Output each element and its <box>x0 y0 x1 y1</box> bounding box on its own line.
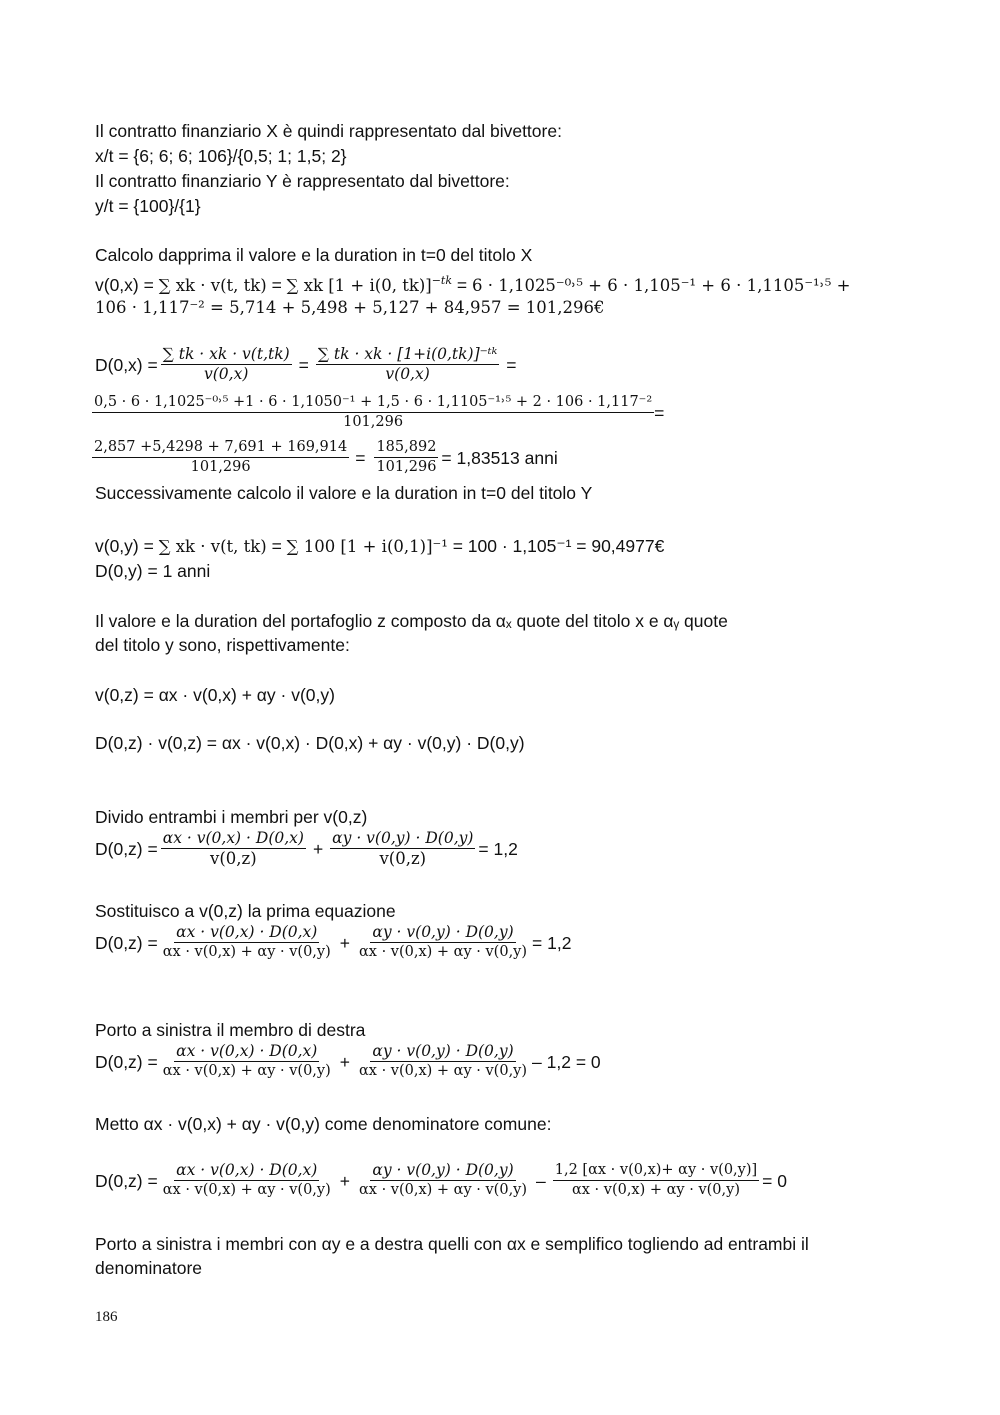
intro-line: y/t = {100}/{1} <box>95 196 201 216</box>
duration-x-equation: D(0,x) = $\frac{\sum tk \cdot xk \cdot v(t,tk)}{v(0,x)}$ = $\frac{\text{∑ tk · xk · [1+i(0,tk)]⁻ᵗᵏ}}{v(0,x)}$ = <box>95 345 517 383</box>
closing-text: Porto a sinistra i membri con αy e a destra quelli con αx e semplifico togliendo ad entrambi il <box>95 1234 809 1254</box>
value-x-equation: v(0,x) = ∑ xk · v(t, tk) = ∑ xk [1 + i(0, tk)]$^{-tk}$ = 6 · 1,1025⁻⁰˒⁵ + 6 · 1,105⁻¹ + 6 · 1,1105⁻¹˒⁵ + <box>95 274 851 295</box>
fraction: $\frac{\alpha x \cdot v(0,x) \cdot D(0,x)}{\alpha x \cdot v(0,x) + \alpha y \cdot v(0,y)}$ <box>162 1161 331 1198</box>
fraction: $\frac{\alpha x \cdot v(0,x) \cdot D(0,x)}{\alpha x \cdot v(0,x) + \alpha y \cdot v(0,y)}$ <box>162 923 331 960</box>
step-text: Porto a sinistra il membro di destra <box>95 1020 366 1040</box>
portfolio-value-eq: v(0,z) = αx · v(0,x) + αy · v(0,y) <box>95 685 335 705</box>
portfolio-text: Il valore e la duration del portafoglio z composto da αₓ quote del titolo x e αᵧ quote <box>95 611 728 631</box>
fraction: $\frac{\alpha x \cdot v(0,x) \cdot D(0,x)}{v(0,z)}$ <box>162 829 304 868</box>
fraction: $\frac{\text{∑ tk · xk · [1+i(0,tk)]⁻ᵗᵏ}}{v(0,x)}$ <box>317 345 498 383</box>
section-heading: Successivamente calcolo il valore e la duration in t=0 del titolo Y <box>95 483 593 503</box>
duration-y: D(0,y) = 1 anni <box>95 561 211 581</box>
closing-text: denominatore <box>95 1258 203 1278</box>
step-text: Sostituisco a v(0,z) la prima equazione <box>95 901 396 921</box>
portfolio-text: del titolo y sono, rispettivamente: <box>95 635 350 655</box>
fraction: $\frac{2,857 +5,4298 + 7,691 + 169,914}{101,296}$ <box>94 439 348 475</box>
portfolio-duration-eq: D(0,z) · v(0,z) = αx · v(0,x) · D(0,x) + αy · v(0,y) · D(0,y) <box>95 733 525 753</box>
section-heading: Calcolo dapprima il valore e la duration in t=0 del titolo X <box>95 245 533 265</box>
fraction: 0,5 · 6 · 1,1025⁻⁰˒⁵ +1 · 6 · 1,1050⁻¹ + 1,5 · 6 · 1,1105⁻¹˒⁵ + 2 · 106 · 1,117⁻² 101,296 <box>94 394 653 430</box>
step4-equation: D(0,z) = $\frac{\alpha x \cdot v(0,x) \cdot D(0,x)}{\alpha x \cdot v(0,x) + \alpha y \cdot v(0,y)}$ + $\frac{\alpha y \cdot v(0,y) \cdot D(0,y)}{\alpha x \cdot v(0,x) + \alpha y \cdot v(0,y)}$ – $\frac{1,2 [\alpha x \cdot v(0,x)+ \alpha y \cdot v(0,y)]}{\alpha x \cdot v(0,x) + \alpha y \cdot v(0,y)}$ = 0 <box>95 1161 787 1198</box>
fraction: $\frac{\alpha y \cdot v(0,y) \cdot D(0,y)}{\alpha x \cdot v(0,x) + \alpha y \cdot v(0,y)}$ <box>359 1161 528 1198</box>
value-y-equation: v(0,y) = ∑ xk · v(t, tk) = ∑ 100 [1 + i(0,1)]⁻¹ = 100 · 1,105⁻¹ = 90,4977€ <box>95 536 665 556</box>
step1-equation: D(0,z) = $\frac{\alpha x \cdot v(0,x) \cdot D(0,x)}{v(0,z)}$ + $\frac{\alpha y \cdot v(0,y) \cdot D(0,y)}{v(0,z)}$ = 1,2 <box>95 829 518 868</box>
step3-equation: D(0,z) = $\frac{\alpha x \cdot v(0,x) \cdot D(0,x)}{\alpha x \cdot v(0,x) + \alpha y \cdot v(0,y)}$ + $\frac{\alpha y \cdot v(0,y) \cdot D(0,y)}{\alpha x \cdot v(0,x) + \alpha y \cdot v(0,y)}$ – 1,2 = 0 <box>95 1042 601 1079</box>
duration-x-expansion: 0,5 · 6 · 1,1025⁻⁰˒⁵ +1 · 6 · 1,1050⁻¹ + 1,5 · 6 · 1,1105⁻¹˒⁵ + 2 · 106 · 1,117⁻² 101,296 = <box>94 394 665 430</box>
page-number: 186 <box>95 1309 118 1325</box>
fraction: $\frac{\alpha y \cdot v(0,y) \cdot D(0,y)}{\alpha x \cdot v(0,x) + \alpha y \cdot v(0,y)}$ <box>359 923 528 960</box>
value-x-result: 106 · 1,117⁻² = 5,714 + 5,498 + 5,127 + 84,957 = 101,296€ <box>95 298 605 317</box>
step-text: Divido entrambi i membri per v(0,z) <box>95 807 368 827</box>
intro-line: Il contratto finanziario X è quindi rappresentato dal bivettore: <box>95 121 562 141</box>
fraction: $\frac{\alpha y \cdot v(0,y) \cdot D(0,y)}{v(0,z)}$ <box>332 829 474 868</box>
fraction: $\frac{\sum tk \cdot xk \cdot v(t,tk)}{v(0,x)}$ <box>162 345 290 383</box>
fraction: $\frac{\alpha x \cdot v(0,x) \cdot D(0,x)}{\alpha x \cdot v(0,x) + \alpha y \cdot v(0,y)}$ <box>162 1042 331 1079</box>
duration-x-result: $\frac{2,857 +5,4298 + 7,691 + 169,914}{101,296}$ = $\frac{185,892}{101,296}$ = 1,83513 anni <box>94 439 558 475</box>
fraction: $\frac{\alpha y \cdot v(0,y) \cdot D(0,y)}{\alpha x \cdot v(0,x) + \alpha y \cdot v(0,y)}$ <box>359 1042 528 1079</box>
intro-line: Il contratto finanziario Y è rappresentato dal bivettore: <box>95 171 510 191</box>
step2-equation: D(0,z) = $\frac{\alpha x \cdot v(0,x) \cdot D(0,x)}{\alpha x \cdot v(0,x) + \alpha y \cdot v(0,y)}$ + $\frac{\alpha y \cdot v(0,y) \cdot D(0,y)}{\alpha x \cdot v(0,x) + \alpha y \cdot v(0,y)}$ = 1,2 <box>95 923 572 960</box>
fraction: $\frac{185,892}{101,296}$ <box>376 439 437 475</box>
step-text: Metto αx · v(0,x) + αy · v(0,y) come denominatore comune: <box>95 1114 552 1134</box>
intro-line: x/t = {6; 6; 6; 106}/{0,5; 1; 1,5; 2} <box>95 146 347 166</box>
fraction: $\frac{1,2 [\alpha x \cdot v(0,x)+ \alpha y \cdot v(0,y)]}{\alpha x \cdot v(0,x) + \alpha y \cdot v(0,y)}$ <box>554 1162 758 1198</box>
